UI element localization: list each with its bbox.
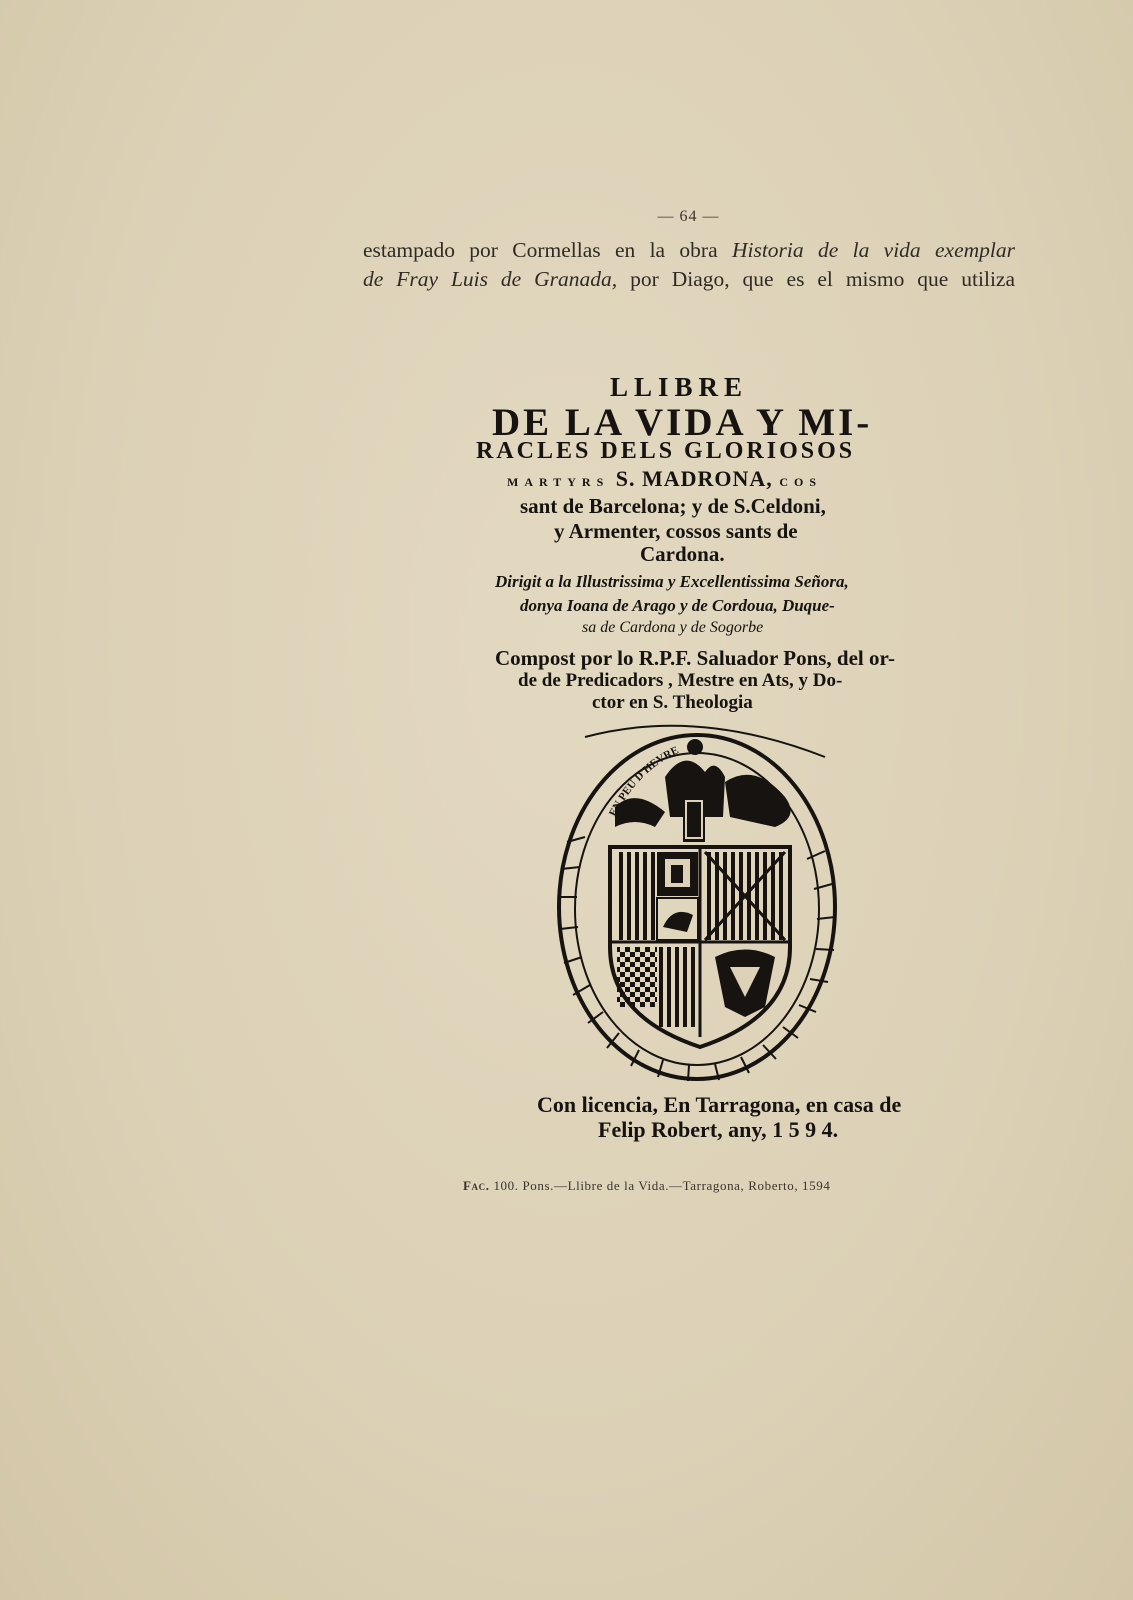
page-number: — 64 —: [657, 208, 720, 225]
figure-caption: [463, 1178, 893, 1194]
facsimile-title-line-6: y Armenter, cossos sants de: [554, 519, 798, 543]
facsimile-title-line-4: [507, 466, 822, 492]
facsimile-imprint-line-2: Felip Robert, any, 1 5 9 4.: [598, 1117, 839, 1142]
body-line-2-italic: de Fray Luis de Granada,: [363, 267, 618, 291]
facsimile-imprint-line-1: Con licencia, En Tarragona, en casa de: [537, 1092, 902, 1117]
body-line-1: [363, 236, 1015, 265]
body-paragraph: [363, 236, 1015, 294]
facsimile-title-line-1: LLIBRE: [610, 372, 749, 402]
facsimile-madrona: S. MADRONA,: [609, 466, 780, 491]
body-line-2: [363, 265, 1015, 294]
facsimile-title-line-3: RACLES DELS GLORIOSOS: [476, 438, 856, 464]
facsimile-author-line-1: Compost por lo R.P.F. Saluador Pons, del or-: [495, 646, 896, 670]
caption-label: Fac.: [463, 1178, 490, 1193]
caption-text: 100. Pons.—Llibre de la Vida.—Tarragona, Roberto, 1594: [489, 1178, 831, 1193]
facsimile-martyrs: MARTYRS: [507, 475, 610, 489]
body-line-1-text: estampado por Cormellas en la obra: [363, 238, 732, 262]
page-number-wrapper: [0, 208, 1133, 226]
facsimile-title-line-5: sant de Barcelona; y de S.Celdoni,: [520, 494, 826, 518]
facsimile-title-line-2: DE LA VIDA Y MI-: [492, 401, 873, 444]
facsimile-dedication-line-1: Dirigit a la Illustrissima y Excellentissima Señora,: [495, 572, 849, 591]
body-line-2-text: por Diago, que es el mismo que utiliza: [617, 267, 1016, 291]
facsimile-dedication-line-3: sa de Cardona y de Sogorbe: [582, 619, 764, 636]
coat-of-arms-seal: [555, 717, 845, 1087]
facsimile-cos: COS: [779, 475, 822, 489]
facsimile-title-line-7: Cardona.: [640, 542, 725, 566]
facsimile-dedication-line-2: donya Ioana de Arago y de Cordoua, Duque-: [520, 596, 835, 615]
seal-motto: EN PEU D'HEVRE: [606, 744, 681, 819]
facsimile-author-line-2: de de Predicadors , Mestre en Ats, y Do-: [518, 670, 843, 691]
body-line-1-italic: Historia de la vida exemplar: [731, 238, 1015, 262]
facsimile-author-line-3: ctor en S. Theologia: [592, 692, 753, 713]
